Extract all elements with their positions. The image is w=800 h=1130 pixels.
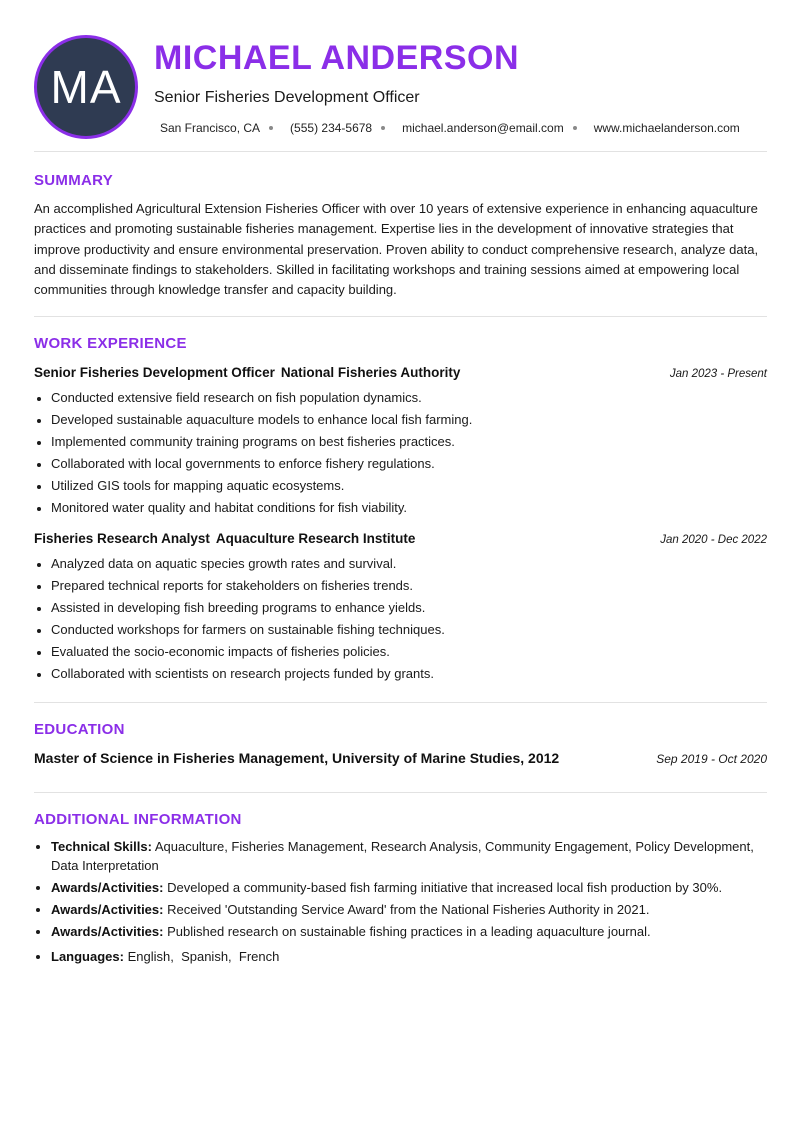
work-experience-heading: WORK EXPERIENCE <box>34 335 187 353</box>
info-label: Awards/Activities: <box>51 880 164 896</box>
job-bullet: • Developed sustainable aquaculture models to enhance local fish farming. <box>51 409 767 431</box>
summary-heading: SUMMARY <box>34 172 114 189</box>
job-bullet: • Collaborated with local governments to enforce fishery regulations. <box>51 453 767 475</box>
job-organization: National Fisheries Authority <box>280 365 461 381</box>
separator-dot-icon <box>573 126 577 130</box>
job-title: Senior Fisheries Development Officer <box>34 365 275 381</box>
info-label: Languages: <box>51 949 124 965</box>
contact-website[interactable] <box>594 120 740 136</box>
info-item <box>51 900 767 919</box>
job-bullets <box>34 553 767 685</box>
job-bullet: • Conducted extensive field research on fish population dynamics. <box>51 387 767 409</box>
job-bullet: • Utilized GIS tools for mapping aquatic ecosystems. <box>51 475 767 497</box>
job-bullet: • Analyzed data on aquatic species growth rates and survival. <box>51 553 767 575</box>
job-title: Fisheries Research Analyst <box>34 531 210 547</box>
contact-email[interactable] <box>402 120 594 136</box>
job-bullet: • Monitored water quality and habitat conditions for fish viability. <box>51 497 767 519</box>
education-entry <box>34 750 767 766</box>
job-bullet: • Implemented community training programs on best fisheries practices. <box>51 431 767 453</box>
education-date: Sep 2019 - Oct 2020 <box>656 752 767 767</box>
contact-phone-text: (555) 234-5678 <box>290 121 373 135</box>
summary-text: An accomplished Agricultural Extension Fisheries Officer with over 10 years of extensive experience in enhancing aquaculture practices and promoting sustainable fisheries management. Expertise lies in the development of innovative strategies that improve productivity and ensure environmental preservation. Proven ability to conduct comprehensive research, analyze data, and disseminate findings to stakeholders. Skilled in facilitating workshops and training sessions aimed at empowering local communities through knowledge transfer and capacity building. <box>34 201 759 298</box>
info-text: Received 'Outstanding Service Award' from the National Fisheries Authority in 2021. <box>167 902 650 918</box>
resume-header <box>34 0 767 152</box>
info-item <box>51 922 767 941</box>
info-label: Awards/Activities: <box>51 902 164 918</box>
summary-section <box>34 152 767 317</box>
info-text: Aquaculture, Fisheries Management, Research Analysis, Community Engagement, Policy Development, Data Interpretation <box>51 839 754 874</box>
candidate-title: Senior Fisheries Development Officer <box>154 89 420 106</box>
candidate-name: MICHAEL ANDERSON <box>154 39 520 77</box>
education-heading: EDUCATION <box>34 721 125 739</box>
contact-email-text[interactable]: michael.anderson@email.com <box>402 121 564 135</box>
job-header <box>34 365 767 380</box>
education-section <box>34 703 767 793</box>
info-label: Technical Skills: <box>51 839 152 855</box>
job-title-line <box>34 531 415 546</box>
job-bullets <box>34 387 767 519</box>
job-date: Jan 2023 - Present <box>669 368 767 381</box>
info-item <box>51 878 767 897</box>
separator-dot-icon <box>269 126 273 130</box>
job-bullet: • Conducted workshops for farmers on sustainable fishing techniques. <box>51 619 767 641</box>
job-entry <box>34 365 767 519</box>
info-item <box>51 837 767 875</box>
additional-information-heading: ADDITIONAL INFORMATION <box>34 811 242 829</box>
contact-website-text[interactable]: www.michaelanderson.com <box>593 121 740 135</box>
additional-information-section <box>34 793 767 966</box>
job-organization: Aquaculture Research Institute <box>215 531 416 547</box>
contact-location <box>160 120 290 136</box>
education-degree: Master of Science in Fisheries Management, University of Marine Studies, 2012 <box>34 750 560 767</box>
info-label: Awards/Activities: <box>51 924 164 940</box>
job-date: Jan 2020 - Dec 2022 <box>660 534 767 547</box>
job-entry <box>34 531 767 685</box>
additional-info-list <box>34 837 767 966</box>
job-bullet: • Evaluated the socio-economic impacts of fisheries policies. <box>51 641 767 663</box>
info-text: Developed a community-based fish farming initiative that increased local fish production by 30%. <box>167 880 723 896</box>
contact-phone <box>290 120 402 136</box>
info-text: Published research on sustainable fishing practices in a leading aquaculture journal. <box>167 924 651 940</box>
avatar-initials: MA <box>50 61 122 113</box>
work-experience-section <box>34 317 767 703</box>
info-item <box>51 947 767 966</box>
separator-dot-icon <box>381 126 385 130</box>
contact-info <box>160 120 740 136</box>
job-bullet: • Prepared technical reports for stakeholders on fisheries trends. <box>51 575 767 597</box>
job-header <box>34 531 767 546</box>
info-text: English, Spanish, French <box>127 949 280 965</box>
job-bullet: • Assisted in developing fish breeding programs to enhance yields. <box>51 597 767 619</box>
avatar <box>34 35 138 139</box>
job-title-line <box>34 365 460 380</box>
contact-location-text: San Francisco, CA <box>160 121 261 135</box>
job-bullet: • Collaborated with scientists on research projects funded by grants. <box>51 663 767 685</box>
